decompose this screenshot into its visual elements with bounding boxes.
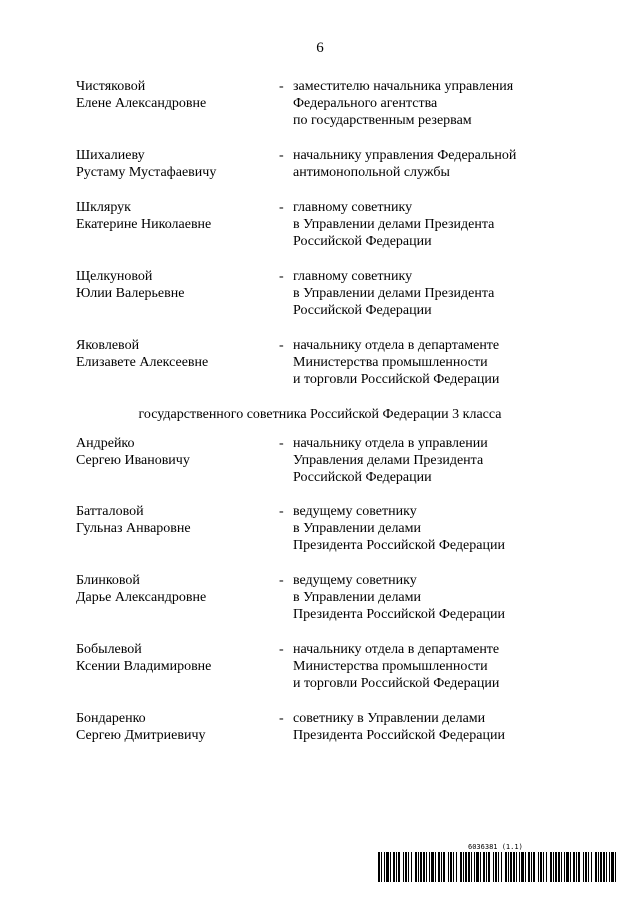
- dash-separator: -: [279, 79, 284, 94]
- recipient-name: Чистяковой Елене Александровне: [76, 79, 207, 111]
- recipient-name: Бобылевой Ксении Владимировне: [76, 642, 212, 674]
- dash-separator: -: [279, 148, 284, 163]
- dash-separator: -: [279, 711, 284, 726]
- recipient-position: начальнику отдела в управлении Управления делами Президента Российской Федерации: [293, 436, 488, 485]
- recipient-position: главному советнику в Управлении делами Президента Российской Федерации: [293, 200, 495, 249]
- recipient-position: начальнику управления Федеральной антимонопольной службы: [293, 148, 517, 180]
- recipient-position: ведущему советнику в Управлении делами Президента Российской Федерации: [293, 504, 505, 553]
- recipient-name: Щелкуновой Юлии Валерьевне: [76, 269, 185, 301]
- page-number: 6: [316, 40, 324, 56]
- recipient-name: Шихалиеву Рустаму Мустафаевичу: [76, 148, 217, 180]
- recipient-position: ведущему советнику в Управлении делами Президента Российской Федерации: [293, 573, 505, 622]
- dash-separator: -: [279, 504, 284, 519]
- barcode-icon: [378, 852, 616, 882]
- section-heading: государственного советника Российской Федерации 3 класса: [138, 407, 502, 422]
- dash-separator: -: [279, 573, 284, 588]
- dash-separator: -: [279, 200, 284, 215]
- recipient-name: Андрейко Сергею Ивановичу: [76, 436, 190, 468]
- dash-separator: -: [279, 338, 284, 353]
- dash-separator: -: [279, 642, 284, 657]
- recipient-name: Бондаренко Сергею Дмитриевичу: [76, 711, 206, 743]
- barcode-caption: 6036381 (1.1): [468, 843, 523, 851]
- dash-separator: -: [279, 269, 284, 284]
- recipient-name: Шклярук Екатерине Николаевне: [76, 200, 212, 232]
- recipient-position: советнику в Управлении делами Президента Российской Федерации: [293, 711, 505, 743]
- recipient-name: Батталовой Гульназ Анваровне: [76, 504, 191, 536]
- dash-separator: -: [279, 436, 284, 451]
- recipient-position: заместителю начальника управления Федерального агентства по государственным резервам: [293, 79, 514, 128]
- recipient-name: Яковлевой Елизавете Алексеевне: [76, 338, 209, 370]
- recipient-position: главному советнику в Управлении делами Президента Российской Федерации: [293, 269, 495, 318]
- recipient-position: начальнику отдела в департаменте Министерства промышленности и торговли Российской Федерации: [293, 338, 500, 387]
- recipient-name: Блинковой Дарье Александровне: [76, 573, 207, 605]
- recipient-position: начальнику отдела в департаменте Министерства промышленности и торговли Российской Федерации: [293, 642, 500, 691]
